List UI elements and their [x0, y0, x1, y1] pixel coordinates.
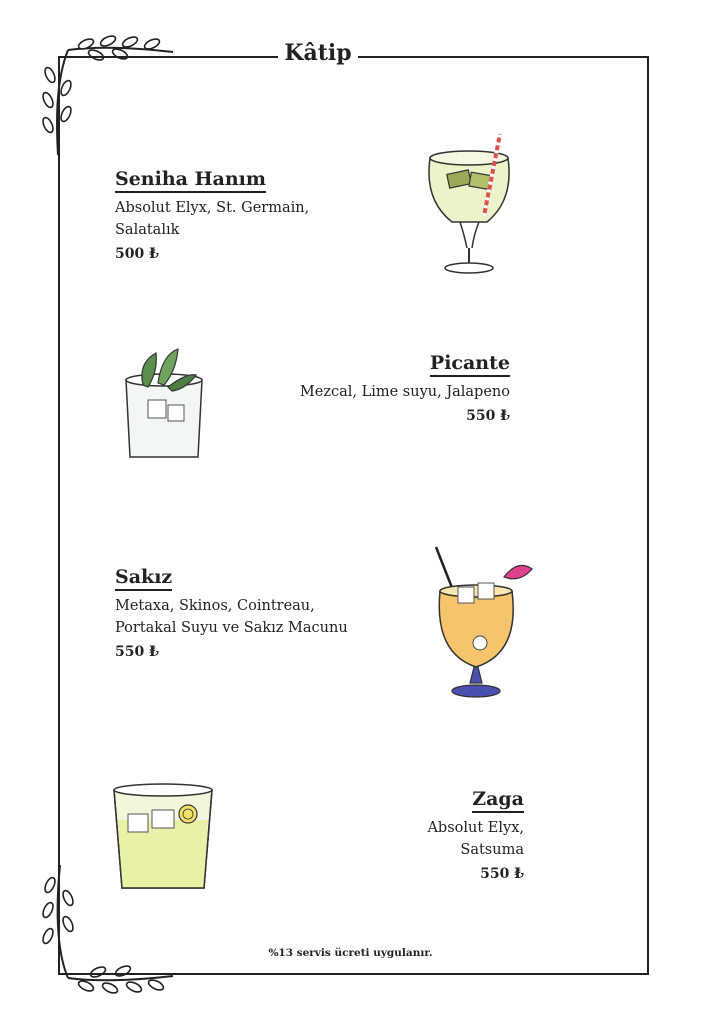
menu-item-ingredients: Absolut Elyx, — [427, 820, 524, 836]
menu-item-picante — [270, 352, 510, 427]
service-charge-note: %13 servis ücreti uygulanır. — [268, 947, 433, 959]
menu-item-price: 550 ₺ — [115, 644, 159, 660]
menu-item-price: 500 ₺ — [115, 246, 159, 262]
menu-item-ingredients: Absolut Elyx, St. Germain, — [115, 200, 310, 216]
menu-item-name: Seniha Hanım — [115, 168, 266, 193]
menu-item-price: 550 ₺ — [480, 866, 524, 882]
menu-item-name: Picante — [430, 352, 510, 377]
wine-glass-cocktail-icon — [412, 130, 527, 280]
menu-item-ingredients: Mezcal, Lime suyu, Jalapeno — [299, 384, 510, 400]
menu-item-ingredients: Portakal Suyu ve Sakız Macunu — [115, 620, 348, 636]
menu-item-price: 550 ₺ — [466, 408, 510, 424]
menu-item-ingredients: Satsuma — [460, 842, 524, 858]
menu-item-sakiz — [115, 566, 375, 663]
menu-item-name: Sakız — [115, 566, 172, 591]
page-title: Kâtip — [278, 36, 358, 70]
menu-item-ingredients: Salatalık — [115, 222, 180, 238]
menu-item-name: Zaga — [472, 788, 524, 813]
menu-item-ingredients: Metaxa, Skinos, Cointreau, — [115, 598, 315, 614]
rocks-glass-mint-icon — [118, 345, 208, 465]
snifter-cocktail-icon — [428, 543, 536, 703]
menu-item-zaga — [290, 788, 524, 885]
tumbler-citrus-icon — [108, 780, 218, 895]
menu-item-seniha-hanim — [115, 168, 355, 265]
